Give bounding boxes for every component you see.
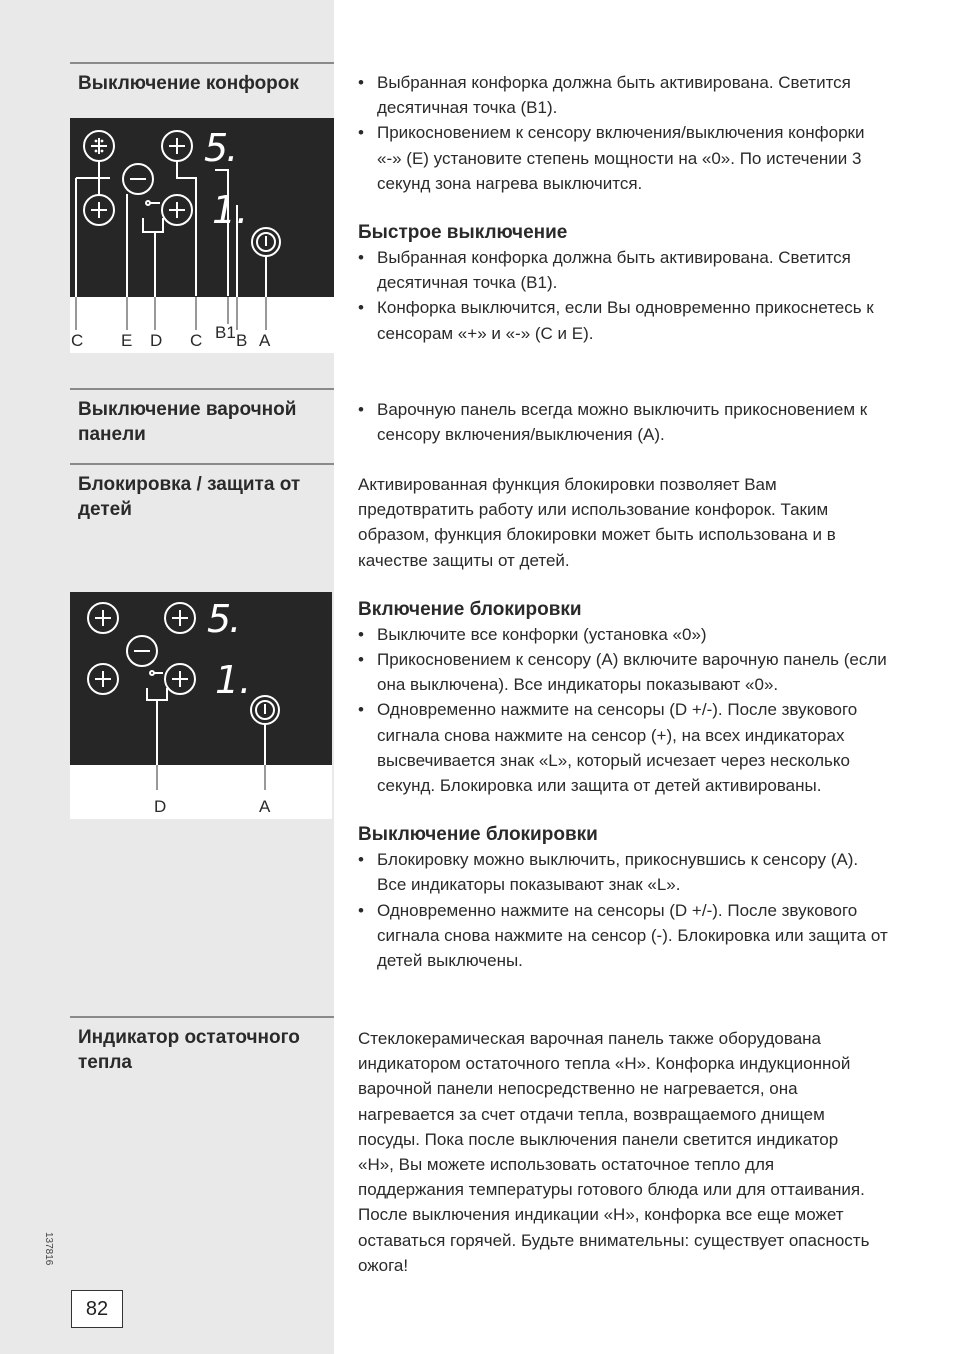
heading-burner-off: Выключение конфорок: [78, 73, 299, 94]
power-level-display-bottom: 1.: [215, 658, 252, 702]
list-item: • Выключите все конфорки (установка «0»): [358, 622, 888, 647]
list-item: • Прикосновением к сенсору включения/выключения конфорки «-» (E) установите степень мощности на «0». По истечении 3 секунд зона нагрева выключится.: [358, 120, 888, 196]
label-b1: B1: [215, 323, 236, 342]
heading-lock: Блокировка / защита от детей: [78, 474, 301, 520]
label-e: E: [121, 331, 133, 350]
label-d: D: [150, 331, 163, 350]
document-number: 137816: [43, 1232, 54, 1266]
label-a: A: [259, 331, 271, 350]
list-item: • Конфорка выключится, если Вы одновременно прикоснетесь к сенсорам «+» и «-» (C и E).: [358, 295, 888, 345]
residual-heat-body: [358, 1026, 878, 1278]
label-d: D: [154, 797, 167, 816]
power-level-display-top: 5.: [204, 126, 237, 170]
list-item: • Прикосновением к сенсору (A) включите варочную панель (если она выключена). Все индикаторы показывают «0».: [358, 647, 888, 697]
power-level-display-bottom: 1.: [212, 188, 249, 232]
label-c: C: [190, 331, 203, 350]
heading-lock-on: Включение блокировки: [358, 598, 582, 620]
residual-heat-text: Стеклокерамическая варочная панель также оборудована индикатором остаточного тепла «H». Конфорка индукционной варочной панели непосредственно не нагревается, она нагревается за счет отдачи тепла, возвращаемого днищем посуды. Пока после выключения панели светится индикатор «H», Вы можете использовать остаточное тепло для поддержания температуры готового блюда или для оттаивания. После выключения индикации «H», конфорка все еще может оставаться горячей. Будьте внимательны: существует опасность ожога!: [358, 1029, 870, 1275]
page-number: 82: [71, 1290, 123, 1328]
label-c: C: [71, 331, 84, 350]
list-item: • Выбранная конфорка должна быть активирована. Светится десятичная точка (B1).: [358, 245, 888, 295]
heading-lock-off: Выключение блокировки: [358, 824, 598, 846]
power-level-display-top: 5.: [207, 597, 240, 641]
section-divider: [70, 1016, 334, 1018]
list-item: • Одновременно нажмите на сенсоры (D +/-). После звукового сигнала снова нажмите на сенсор (+), на всех индикаторах высвечивается знак «L», который исчезает через несколько секунд. Блокировка или защита от детей активированы.: [358, 697, 888, 798]
list-item: • Варочную панель всегда можно выключить прикосновением к сенсору включения/выключения (A).: [358, 397, 888, 447]
label-a: A: [259, 797, 271, 816]
list-item: • Блокировку можно выключить, прикоснувшись к сенсору (A). Все индикаторы показывают знак «L».: [358, 847, 888, 897]
heading-residual-heat: Индикатор остаточного тепла: [78, 1027, 300, 1073]
lock-intro: Активированная функция блокировки позволяет Вам предотвратить работу или использование конфорок. Таким образом, функция блокировки может быть использована и в качестве защиты от детей.: [358, 475, 836, 570]
list-item: • Одновременно нажмите на сенсоры (D +/-). После звукового сигнала снова нажмите на сенсор (-). Блокировка или защита от детей выключены.: [358, 898, 888, 974]
heading-panel-off: Выключение варочной панели: [78, 399, 297, 445]
list-item: • Выбранная конфорка должна быть активирована. Светится десятичная точка (B1).: [358, 70, 888, 120]
label-b: B: [236, 331, 248, 350]
heading-quick-off: Быстрое выключение: [358, 222, 568, 244]
